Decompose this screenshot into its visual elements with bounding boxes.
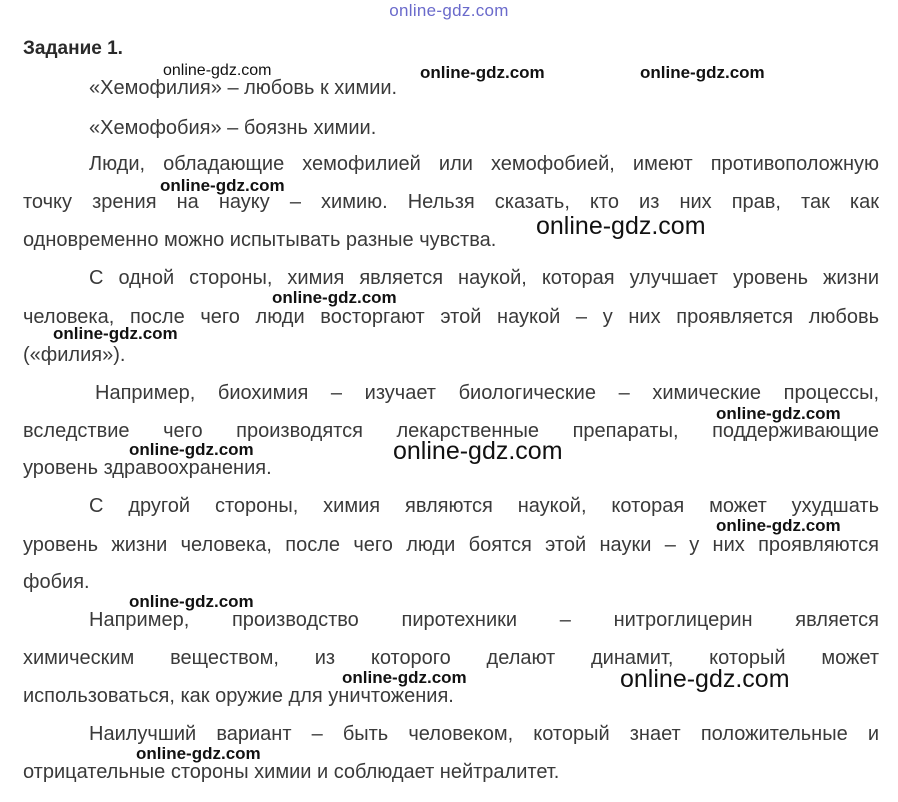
paragraph-line: Например, биохимия – изучает биологические – химические процессы, bbox=[95, 382, 879, 404]
paragraph-line: уровень здравоохранения. bbox=[23, 457, 272, 479]
watermark: online-gdz.com bbox=[393, 437, 563, 465]
paragraph-line: вследствие чего производятся лекарственные препараты, поддерживающие bbox=[23, 420, 879, 442]
watermark: online-gdz.com bbox=[272, 288, 397, 307]
watermark: online-gdz.com bbox=[163, 62, 272, 79]
watermark: online-gdz.com bbox=[136, 744, 261, 763]
paragraph-line: С одной стороны, химия является наукой, которая улучшает уровень жизни bbox=[89, 267, 879, 289]
watermark: online-gdz.com bbox=[53, 324, 178, 343]
watermark: online-gdz.com bbox=[640, 63, 765, 82]
site-header-link[interactable]: online-gdz.com bbox=[389, 1, 509, 20]
paragraph-line: Например, производство пиротехники – нитроглицерин является bbox=[89, 609, 879, 631]
paragraph-line: одновременно можно испытывать разные чувства. bbox=[23, 229, 497, 251]
watermark: online-gdz.com bbox=[536, 212, 706, 240]
watermark: online-gdz.com bbox=[716, 404, 841, 423]
definition-hemophobia: «Хемофобия» – боязнь химии. bbox=[89, 117, 377, 139]
paragraph-line: человека, после чего люди восторгают этой наукой – у них проявляется любовь bbox=[23, 306, 879, 328]
paragraph-line: отрицательные стороны химии и соблюдает нейтралитет. bbox=[23, 761, 560, 783]
paragraph-line: С другой стороны, химия являются наукой, которая может ухудшать bbox=[89, 495, 879, 517]
paragraph-line: использоваться, как оружие для уничтожения. bbox=[23, 685, 454, 707]
paragraph-line: химическим веществом, из которого делают динамит, который может bbox=[23, 647, 879, 669]
watermark: online-gdz.com bbox=[620, 665, 790, 693]
watermark: online-gdz.com bbox=[129, 592, 254, 611]
paragraph-line: Люди, обладающие хемофилией или хемофобией, имеют противоположную bbox=[89, 153, 879, 175]
watermark: online-gdz.com bbox=[129, 440, 254, 459]
watermark: online-gdz.com bbox=[160, 176, 285, 195]
paragraph-line: фобия. bbox=[23, 571, 90, 593]
definition-hemophilia: «Хемофилия» – любовь к химии. bbox=[89, 77, 398, 99]
paragraph-line: Наилучший вариант – быть человеком, который знает положительные и bbox=[89, 723, 879, 745]
watermark: online-gdz.com bbox=[342, 668, 467, 687]
paragraph-line: точку зрения на науку – химию. Нельзя сказать, кто из них прав, так как bbox=[23, 191, 879, 213]
watermark: online-gdz.com bbox=[420, 63, 545, 82]
watermark: online-gdz.com bbox=[716, 516, 841, 535]
paragraph-line: уровень жизни человека, после чего люди боятся этой науки – у них проявляются bbox=[23, 534, 879, 556]
task-title: Задание 1. bbox=[23, 38, 123, 59]
paragraph-line: («филия»). bbox=[23, 344, 126, 366]
